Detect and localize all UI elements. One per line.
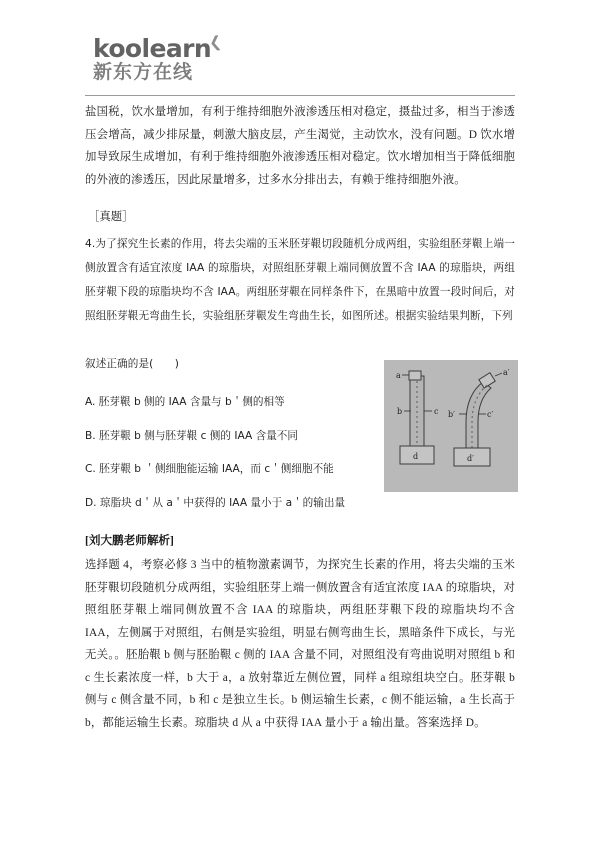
svg-text:a: a [396, 371, 401, 380]
header-divider [85, 95, 515, 96]
coleoptile-diagram-svg [384, 360, 518, 492]
logo-block [85, 32, 224, 84]
svg-text:b: b [397, 407, 403, 416]
svg-text:c: c [434, 407, 439, 416]
svg-text:c′: c′ [487, 410, 494, 419]
option-b[interactable]: B. 胚芽鞎 b 侧与胚芽鞎 c 侧的 IAA 含量不同 [85, 430, 298, 442]
question-prompt: 叙述正确的是( ) [85, 358, 180, 370]
option-c[interactable]: C. 胚芽鞎 b ＇侧细胞能运输 IAA，而 c＇侧细胞不能 [85, 463, 334, 475]
analysis-label: [刘大鹏老师解析] [85, 534, 174, 547]
svg-text:d: d [413, 452, 419, 461]
svg-text:a′: a′ [503, 368, 510, 377]
question-stem: 4.为了探究生长素的作用，将去尖端的玉米胚芽鞎切段随机分成两组，实验组胚芽鞎上端一侧放置含有适宜浓度 IAA 的琼脂块，对照组胚芽鞎上端同侧放置不含 IAA 的琼脂块，两组胚芽鞎下段的琼脂块均不含 IAA。两组胚芽鞎在同样条件下，在黑暗中放置一段时间后，对照组胚芽鞎无弯曲生长，实验组胚芽鞎发生弯曲生长，如图所述。根据实验结果判断，下列 [85, 238, 515, 322]
option-a[interactable]: A. 胚芽鞎 b 侧的 IAA 含量与 b＇侧的相等 [85, 396, 285, 408]
section-label-zhenti: ［真题］ [88, 211, 134, 223]
logo-chinese-text: 新东方在线 [93, 61, 194, 83]
analysis-body: 选择题 4，考察必修 3 当中的植物激素调节，为探究生长素的作用，将去尖端的玉米胚芽鞎切段随机分成两组，实验组胚芽上端一侧放置含有适宜浓度 IAA 的琼脂块，对照组胚芽鞎上端同侧放置不含 IAA 的琼脂块，两组胚芽鞎下段的琼脂块均不含 IAA，左侧属于对照组，右侧是实验组，明显右侧弯曲生长，黑暗条件下成长，与光无关。。胚胎鞎 b 侧与胚胎鞎 c 侧的 IAA 含量不同，对照组没有弯曲说明对照组 b 和 c 生长素浓度一样，b 大于 a，a 放射靠近左侧位置，同样 a 组琼组块空白。胚芽鞎 b 侧与 c 侧含量不同，b 和 c 是独立生长。b 侧运输生长素，c 侧不能运输，a 生长高于 b，都能运输生长素。琼脂块 d 从 a 中获得 IAA 量小于 a 输出量。答案选择 D。 [85, 559, 515, 729]
svg-text:b′: b′ [448, 410, 455, 419]
site-logo [85, 32, 515, 84]
logo-latin-text: koolearn [93, 34, 212, 63]
svg-text:d′: d′ [467, 454, 474, 463]
intro-paragraph: 盐国税，饮水量增加，有利于维持细胞外液渗透压相对稳定，摄盐过多，相当于渗透压会增高，减少排尿量，刺激大脑皮层，产生渴觉，主动饮水，没有问题。D 饮水增加导致尿生成增加，有利于维持细胞外液渗透压相对稳定。饮水增加相当于降低细胞的外液的渗透压，因此尿量增多，过多水分排出去，有赖于维持细胞外液。 [85, 106, 515, 186]
logo-chevron-icon: ❮ [208, 32, 224, 52]
option-d[interactable]: D. 琼脂块 d＇从 a＇中获得的 IAA 量小于 a＇的输出量 [85, 497, 346, 509]
coleoptile-experiment-figure [384, 360, 518, 492]
